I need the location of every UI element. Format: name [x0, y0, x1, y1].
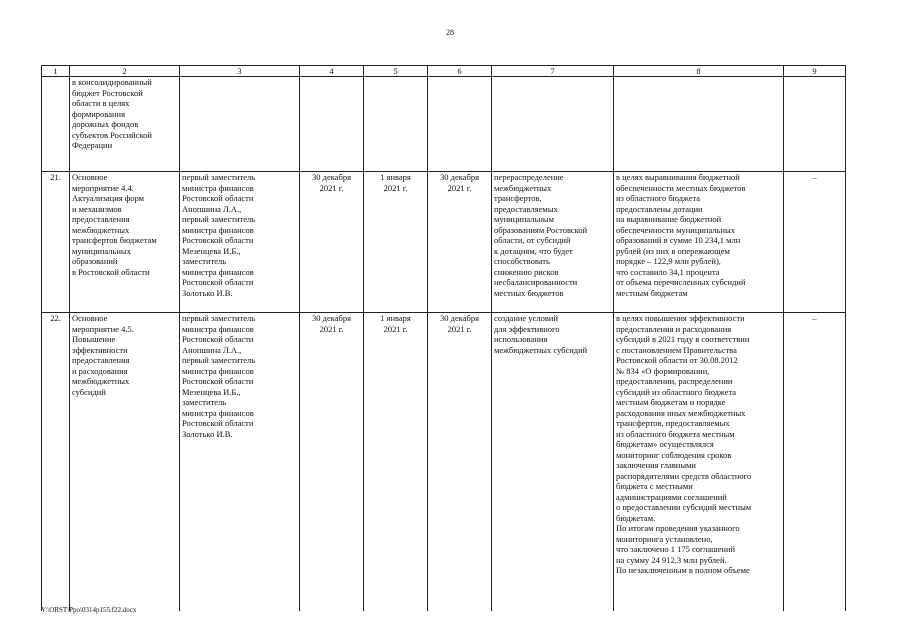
cell-row-number: 22.	[42, 313, 70, 612]
cell-empty	[614, 77, 784, 172]
report-table	[41, 65, 846, 611]
cell-note: –	[784, 172, 846, 313]
cell-actual-end: 30 декабря 2021 г.	[428, 313, 492, 612]
table-row	[42, 172, 846, 313]
cell-actual-start: 1 января 2021 г.	[364, 313, 428, 612]
cell-empty	[784, 77, 846, 172]
column-number: 7	[492, 66, 614, 77]
cell-measure-name: в консолидированный бюджет Ростовской области в целях формирования дорожных фондов субъектов Российской Федерации	[70, 77, 180, 172]
cell-empty	[42, 77, 70, 172]
cell-empty	[300, 77, 364, 172]
cell-planned-date: 30 декабря 2021 г.	[300, 313, 364, 612]
cell-actual-start: 1 января 2021 г.	[364, 172, 428, 313]
cell-responsible: первый заместитель министра финансов Ростовской области Анопшина Л.А., первый заместитель министра финансов Ростовской области Мезенцева И.Б., заместитель министра финансов Ростовской области Золотько И.В.	[180, 172, 300, 313]
footer-file-path: Y:\ORST\Ppo\0314p155.f22.docx	[41, 606, 137, 614]
cell-expected-result: создание условий для эффективного использования межбюджетных субсидий	[492, 313, 614, 612]
table-row-continuation	[42, 77, 846, 172]
cell-empty	[492, 77, 614, 172]
cell-note: –	[784, 313, 846, 612]
column-number: 5	[364, 66, 428, 77]
cell-measure-name: Основное мероприятие 4.5. Повышение эффективности предоставления и расходования межбюджетных субсидий	[70, 313, 180, 612]
cell-responsible: первый заместитель министра финансов Ростовской области Анопшина Л.А., первый заместитель министра финансов Ростовской области Мезенцева И.Б., заместитель министра финансов Ростовской области Золотько И.В.	[180, 313, 300, 612]
cell-actual-result: в целях повышения эффективности предоставления и расходования субсидий в 2021 году в соответствии с постановлением Правительства Ростовской области от 30.08.2012 № 834 «О формировании, предоставлении, распределении субсидий из областного бюджета местным бюджетам и порядке расходования иных межбюджетных трансфертов, предоставляемых из областного бюджета местным бюджетам» осуществлялся мониторинг соблюдения сроков заключения главными распорядителями средств областного бюджета с местными администрациями соглашений о предоставлении субсидий местным бюджетам. По итогам проведения указанного мониторинга установлено, что заключено 1 175 соглашений на сумму 24 912,3 млн рублей. По незаключенным в полном объеме	[614, 313, 784, 612]
cell-empty	[364, 77, 428, 172]
table-row	[42, 313, 846, 612]
cell-empty	[180, 77, 300, 172]
column-number: 1	[42, 66, 70, 77]
column-number: 9	[784, 66, 846, 77]
column-number: 6	[428, 66, 492, 77]
column-number-row	[42, 66, 846, 77]
column-number: 8	[614, 66, 784, 77]
cell-empty	[428, 77, 492, 172]
cell-actual-end: 30 декабря 2021 г.	[428, 172, 492, 313]
cell-actual-result: в целях выравнивания бюджетной обеспеченности местных бюджетов из областного бюджета предоставлены дотации на выравнивание бюджетной обеспеченности муниципальных образований в сумме 10 234,1 млн рублей (из них в опережающем порядке – 122,9 млн рублей), что составило 34,1 процента от объема перечисленных субсидий местным бюджетам	[614, 172, 784, 313]
cell-expected-result: перераспределение межбюджетных трансфертов, предоставляемых муниципальным образованиям Ростовской области, от субсидий к дотациям, что будет способствовать снижению рисков несбалансированности местных бюджетов	[492, 172, 614, 313]
cell-row-number: 21.	[42, 172, 70, 313]
column-number: 2	[70, 66, 180, 77]
page-number: 28	[446, 28, 454, 37]
cell-planned-date: 30 декабря 2021 г.	[300, 172, 364, 313]
column-number: 3	[180, 66, 300, 77]
cell-measure-name: Основное мероприятие 4.4. Актуализация форм и механизмов предоставления межбюджетных трансфертов бюджетам муниципальных образований в Ростовской области	[70, 172, 180, 313]
column-number: 4	[300, 66, 364, 77]
